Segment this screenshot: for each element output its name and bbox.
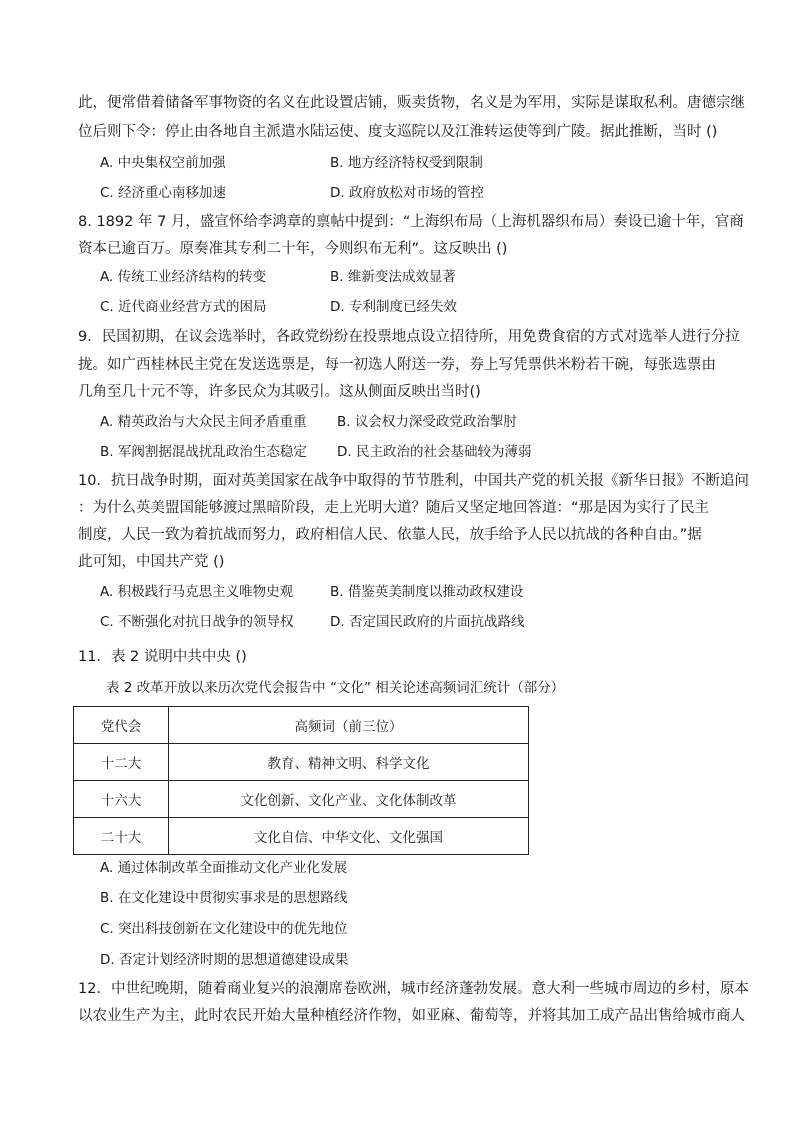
- q11-option-d: D. 否定计划经济时期的思想道德建设成果: [100, 952, 349, 968]
- q11-text-line-1: 11．表 2 说明中共中央 (): [78, 649, 247, 665]
- q8-option-b: B. 维新变法成效显著: [330, 269, 456, 285]
- q9-text-line-2: 拢。如广西桂林民主党在发送选票是，每一初选人附送一券，券上写凭票供米粉若干碗，每张选票由: [78, 357, 716, 373]
- q12-text-line-2: 以农业生产为主，此时农民开始大量种植经济作物，如亚麻、葡萄等，并将其加工成产品出售给城市商人: [78, 1008, 745, 1024]
- q9-option-a: A. 精英政治与大众民主间矛盾重重: [100, 414, 307, 430]
- q9-text-line-1: 9．民国初期，在议会选举时，各政党纷纷在投票地点设立招待所，用免费食宿的方式对选举人进行分拉: [78, 329, 740, 345]
- q10-text-line-2: ：为什么英美盟国能够渡过黑暗阶段，走上光明大道？随后又坚定地回答道：“那是因为实行了民主: [78, 500, 710, 516]
- q9-text-line-3: 几角至几十元不等，许多民众为其吸引。这从侧面反映出当时(): [78, 384, 481, 400]
- q8-option-d: D. 专利制度已经失效: [330, 299, 457, 315]
- q9-option-d: D. 民主政治的社会基础较为薄弱: [337, 444, 532, 460]
- q7-option-a: A. 中央集权空前加强: [100, 155, 226, 171]
- q10-text-line-4: 此可知，中国共产党 (): [78, 554, 225, 570]
- table-caption: 表 2 改革开放以来历次党代会报告中 “文化” 相关论述高频词汇统计（部分）: [106, 680, 565, 696]
- table-cell: 文化创新、文化产业、文化体制改革: [169, 781, 529, 818]
- q12-text-line-1: 12．中世纪晚期，随着商业复兴的浪潮席卷欧洲，城市经济蓬勃发展。意大利一些城市周边的乡村，原本: [78, 981, 749, 997]
- table-row: [74, 818, 529, 855]
- q11-option-c: C. 突出科技创新在文化建设中的优先地位: [100, 921, 348, 937]
- table-header-cell: 高频词（前三位）: [169, 707, 529, 744]
- q8-text-line-1: 8. 1892 年 7 月，盛宣怀给李鸿章的禀帖中提到：“上海织布局（上海机器织布局）奏设已逾十年，官商: [78, 214, 744, 230]
- table-row: [74, 744, 529, 781]
- q11-option-b: B. 在文化建设中贯彻实事求是的思想路线: [100, 890, 348, 906]
- q10-option-a: A. 积极践行马克思主义唯物史观: [100, 584, 294, 600]
- table-cell: 十二大: [74, 744, 169, 781]
- q7-text-line-1: 此，便常借着储备军事物资的名义在此设置店铺，贩卖货物，名义是为军用，实际是谋取私利。唐德宗继: [78, 95, 745, 111]
- q10-text-line-1: 10．抗日战争时期，面对英美国家在战争中取得的节节胜利，中国共产党的机关报《新华日报》不断追问: [78, 473, 749, 489]
- q9-option-b: B. 议会权力深受政党政治掣肘: [337, 414, 517, 430]
- q8-option-c: C. 近代商业经营方式的困局: [100, 299, 267, 315]
- q7-option-d: D. 政府放松对市场的管控: [330, 185, 484, 201]
- q10-option-c: C. 不断强化对抗日战争的领导权: [100, 614, 294, 630]
- q11-option-a: A. 通过体制改革全面推动文化产业化发展: [100, 860, 348, 876]
- table-header-cell: 党代会: [74, 707, 169, 744]
- q8-option-a: A. 传统工业经济结构的转变: [100, 269, 267, 285]
- q10-option-d: D. 否定国民政府的片面抗战路线: [330, 614, 525, 630]
- q10-option-b: B. 借鉴英美制度以推动政权建设: [330, 584, 524, 600]
- frequency-table: [73, 706, 529, 855]
- q8-text-line-2: 资本已逾百万。原奏准其专利二十年，今则织布无利”。这反映出 (): [78, 241, 508, 257]
- q10-text-line-3: 制度，人民一致为着抗战而努力，政府相信人民、依靠人民，放手给予人民以抗战的各种自由。”据: [78, 527, 702, 543]
- q7-text-line-2: 位后则下令：停止由各地自主派遣水陆运使、度支巡院以及江淮转运使等到广陵。据此推断，当时 (): [78, 124, 718, 140]
- table-row: [74, 781, 529, 818]
- q7-option-b: B. 地方经济特权受到限制: [330, 155, 483, 171]
- table-cell: 二十大: [74, 818, 169, 855]
- table-cell: 文化自信、中华文化、文化强国: [169, 818, 529, 855]
- table-cell: 十六大: [74, 781, 169, 818]
- q9-option-c: B. 军阀割据混战扰乱政治生态稳定: [100, 444, 307, 460]
- table-header-row: [74, 707, 529, 744]
- table-cell: 教育、精神文明、科学文化: [169, 744, 529, 781]
- q7-option-c: C. 经济重心南移加速: [100, 185, 227, 201]
